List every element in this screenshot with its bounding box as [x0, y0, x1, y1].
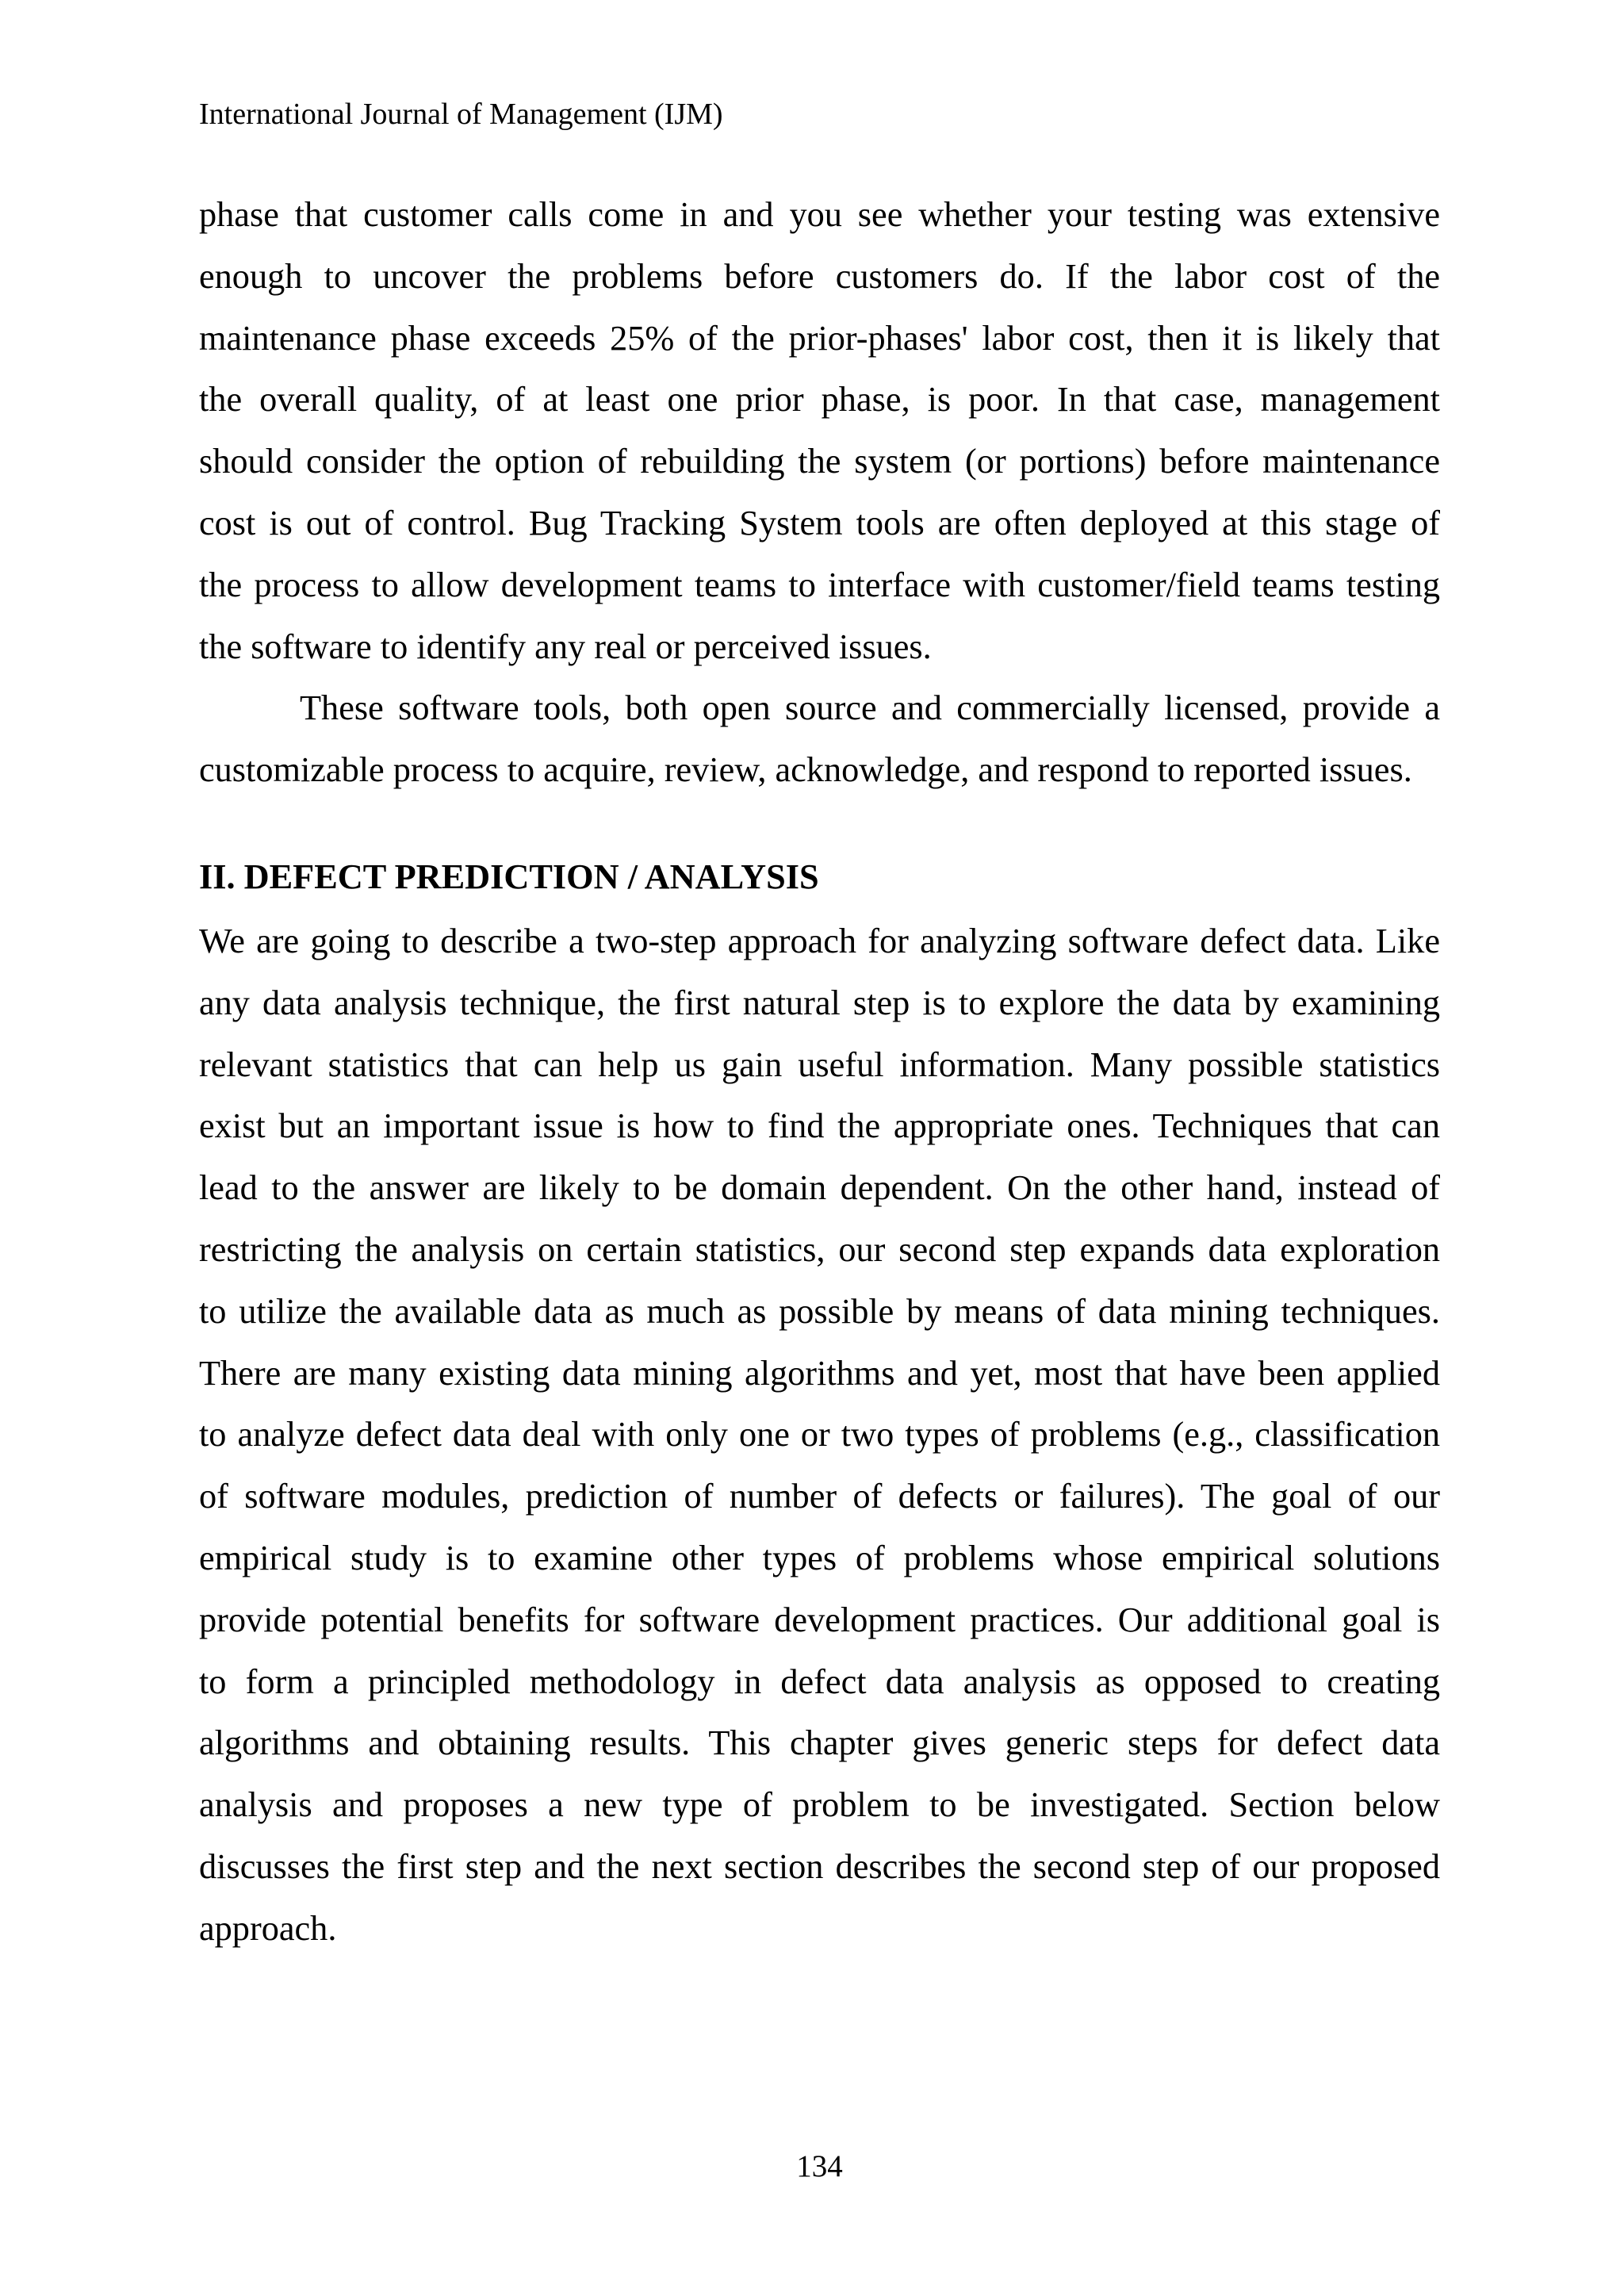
text-line: provide potential benefits for software development practices. Our additional goal is: [199, 1600, 1440, 1639]
text-line: the software to identify any real or perceived issues.: [199, 627, 932, 666]
text-line: the process to allow development teams to interface with customer/field teams testing: [199, 565, 1440, 604]
text-line: any data analysis technique, the first natural step is to explore the data by examining: [199, 983, 1440, 1022]
text-line: phase that customer calls come in and you see whether your testing was extensive: [199, 195, 1440, 234]
text-line: the overall quality, of at least one prior phase, is poor. In that case, management: [199, 380, 1440, 420]
paragraph: [199, 184, 1440, 677]
text-line: exist but an important issue is how to find the appropriate ones. Techniques that can: [199, 1106, 1440, 1146]
text-line: enough to uncover the problems before customers do. If the labor cost of the: [199, 256, 1440, 296]
text-line: to form a principled methodology in defect data analysis as opposed to creating: [199, 1662, 1440, 1701]
paragraph: [199, 677, 1440, 801]
text-line: to utilize the available data as much as possible by means of data mining techniques.: [199, 1291, 1440, 1331]
page-number: 134: [796, 2149, 843, 2183]
text-line: to analyze defect data deal with only one or two types of problems (e.g., classification: [199, 1415, 1440, 1455]
body-text: [199, 184, 1440, 801]
text-line: These software tools, both open source and commercially licensed, provide a: [300, 688, 1440, 728]
running-header: International Journal of Management (IJM): [199, 98, 723, 131]
text-line: cost is out of control. Bug Tracking System tools are often deployed at this stage of: [199, 503, 1440, 542]
text-line: customizable process to acquire, review, acknowledge, and respond to reported issues.: [199, 750, 1412, 790]
text-line: discusses the first step and the next section describes the second step of our proposed: [199, 1846, 1440, 1886]
text-line: approach.: [199, 1908, 337, 1948]
paragraph: [199, 910, 1440, 1960]
text-line: lead to the answer are likely to be domain dependent. On the other hand, instead of: [199, 1168, 1440, 1208]
text-line: should consider the option of rebuilding the system (or portions) before maintenance: [199, 442, 1440, 481]
text-line: maintenance phase exceeds 25% of the prior-phases' labor cost, then it is likely that: [199, 318, 1440, 358]
text-line: restricting the analysis on certain statistics, our second step expands data exploration: [199, 1229, 1440, 1269]
text-line: of software modules, prediction of number of defects or failures). The goal of our: [199, 1477, 1440, 1516]
text-line: There are many existing data mining algorithms and yet, most that have been applied: [199, 1353, 1440, 1393]
text-line: relevant statistics that can help us gain useful information. Many possible statistics: [199, 1045, 1440, 1084]
section-heading: II. DEFECT PREDICTION / ANALYSIS: [199, 857, 819, 896]
text-line: empirical study is to examine other types of problems whose empirical solutions: [199, 1538, 1440, 1577]
text-line: algorithms and obtaining results. This chapter gives generic steps for defect data: [199, 1723, 1440, 1763]
text-line: We are going to describe a two-step approach for analyzing software defect data. Like: [199, 922, 1440, 960]
section-body-text: [199, 910, 1440, 1960]
text-line: analysis and proposes a new type of problem to be investigated. Section below: [199, 1785, 1440, 1825]
